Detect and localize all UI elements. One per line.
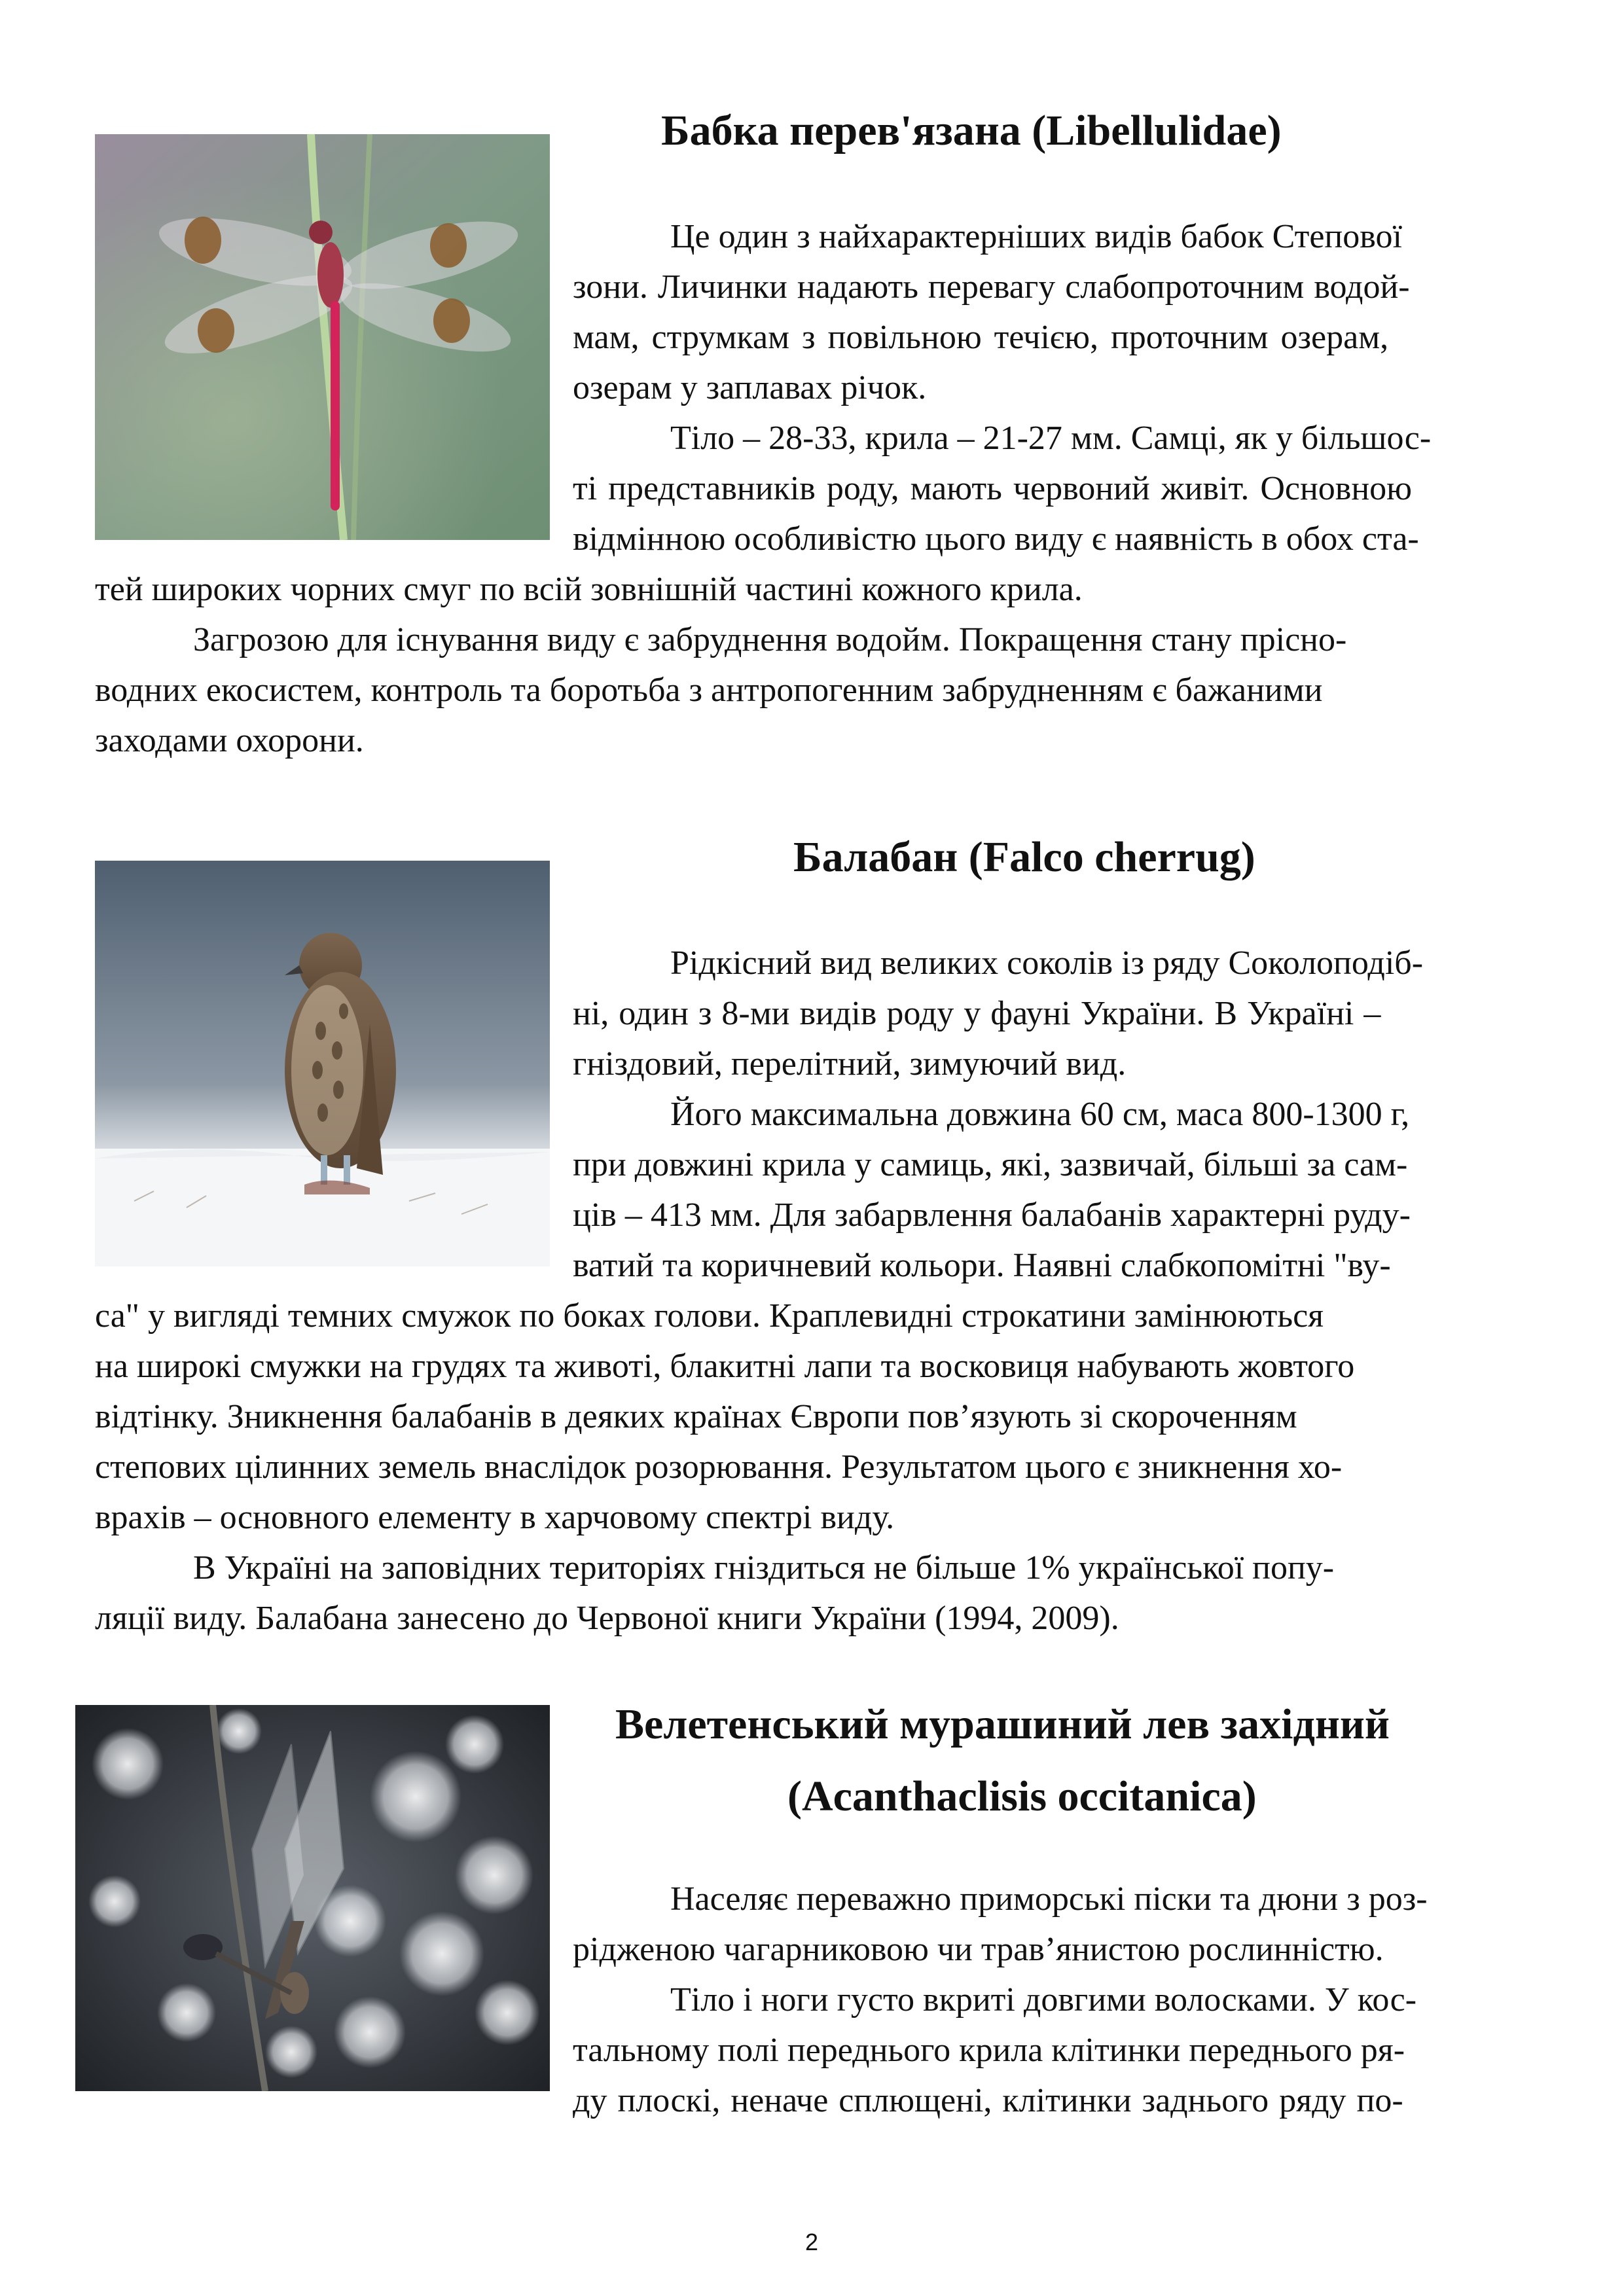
paragraph-line: Населяє переважно приморські піски та дюни з роз- xyxy=(670,1880,1428,1918)
page-number: 2 xyxy=(804,2229,819,2255)
paragraph-line: заходами охорони. xyxy=(95,722,364,759)
paragraph-line: відтінку. Зникнення балабанів в деяких країнах Європи пов’язують зі скороченням xyxy=(95,1398,1297,1435)
dragonfly-photo xyxy=(95,134,550,540)
paragraph-line: при довжині крила у самиць, які, зазвичай, більші за сам- xyxy=(573,1146,1408,1183)
paragraph-line: Тіло і ноги густо вкриті довгими волосками. У кос- xyxy=(670,1981,1417,2018)
section-title: Балабан (Falco cherrug) xyxy=(793,833,1255,881)
paragraph-line: Загрозою для існування виду є забруднення водойм. Покращення стану прісно- xyxy=(193,621,1347,658)
paragraph-line: гніздовий, перелітний, зимуючий вид. xyxy=(573,1045,1127,1083)
paragraph-line: відмінною особливістю цього виду є наявність в обох ста- xyxy=(573,520,1419,558)
paragraph-line: Його максимальна довжина 60 см, маса 800-1300 г, xyxy=(670,1096,1410,1133)
paragraph-line: ні, один з 8-ми видів роду у фауні України. В Україні – xyxy=(573,995,1381,1032)
paragraph-line: степових цілинних земель внаслідок розорювання. Результатом цього є зникнення хо- xyxy=(95,1448,1343,1486)
paragraph-line: рідженою чагарниковою чи трав’янистою рослинністю. xyxy=(573,1931,1384,1968)
paragraph-line: мам, струмкам з повільною течією, проточним озерам, xyxy=(573,319,1389,356)
paragraph-line: ляції виду. Балабана занесено до Червоної книги України (1994, 2009). xyxy=(95,1600,1119,1637)
section-title: Велетенський мурашиний лев західний xyxy=(615,1700,1390,1748)
paragraph-line: озерам у заплавах річок. xyxy=(573,369,927,406)
falcon-photo xyxy=(95,861,550,1266)
paragraph-line: тей широких чорних смуг по всій зовнішній частині кожного крила. xyxy=(95,571,1083,608)
section-title: (Acanthaclisis occitanica) xyxy=(787,1772,1257,1820)
paragraph-line: Це один з найхарактерніших видів бабок Степової xyxy=(670,218,1402,255)
paragraph-line: ті представників роду, мають червоний живіт. Основною xyxy=(573,470,1413,507)
section-title: Бабка перев'язана (Libellulidae) xyxy=(661,107,1282,154)
paragraph-line: Рідкісний вид великих соколів із ряду Соколоподіб- xyxy=(670,944,1424,982)
paragraph-line: ців – 413 мм. Для забарвлення балабанів характерні руду- xyxy=(573,1196,1411,1234)
paragraph-line: водних екосистем, контроль та боротьба з антропогенним забрудненням є бажаними xyxy=(95,672,1323,709)
paragraph-line: ватий та коричневий кольори. Наявні слабкопомітні "ву- xyxy=(573,1247,1391,1284)
paragraph-line: ду плоскі, неначе сплющені, клітинки заднього ряду по- xyxy=(573,2082,1403,2119)
paragraph-line: на широкі смужки на грудях та животі, блакитні лапи та восковиця набувають жовтого xyxy=(95,1348,1355,1385)
paragraph-line: зони. Личинки надають перевагу слабопроточним водой- xyxy=(573,268,1410,306)
antlion-photo xyxy=(75,1705,550,2091)
paragraph-line: врахів – основного елементу в харчовому спектрі виду. xyxy=(95,1499,895,1536)
paragraph-line: Тіло – 28-33, крила – 21-27 мм. Самці, як у більшос- xyxy=(670,420,1432,457)
paragraph-line: са" у вигляді темних смужок по боках голови. Краплевидні строкатини замінюються xyxy=(95,1297,1324,1335)
paragraph-line: тальному полі переднього крила клітинки переднього ря- xyxy=(573,2032,1405,2069)
paragraph-line: В Україні на заповідних територіях гніздиться не більше 1% української попу- xyxy=(193,1549,1335,1587)
